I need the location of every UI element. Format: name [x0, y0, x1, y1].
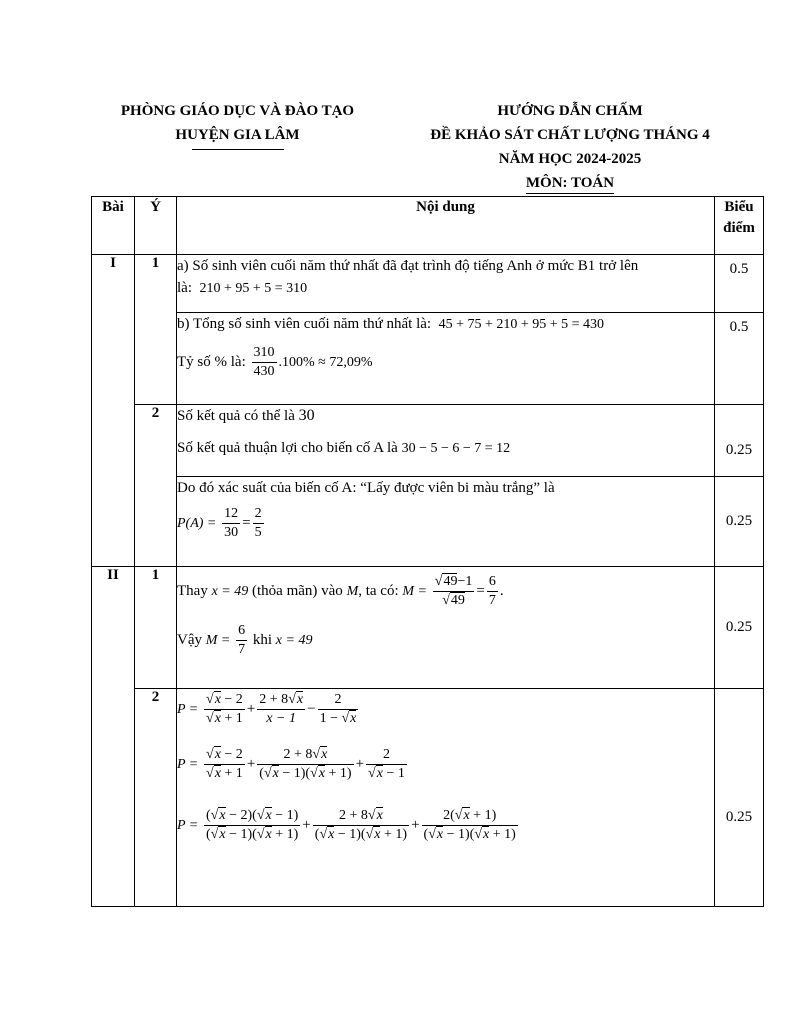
y-1: 1	[135, 255, 177, 405]
table-header-row	[92, 197, 764, 255]
y-2: 2	[135, 689, 177, 907]
bai-I: I	[92, 255, 135, 567]
points: 0.25	[715, 477, 764, 567]
table-row	[92, 567, 764, 689]
content-1a: a) Số sinh viên cuối năm thứ nhất đã đạt trình độ tiếng Anh ở mức B1 trở lên là: 210 + 95 + 5 = 310	[177, 255, 715, 313]
header-bai: Bài	[92, 197, 135, 255]
y-2: 2	[135, 405, 177, 567]
y-1: 1	[135, 567, 177, 689]
department-name: PHÒNG GIÁO DỤC VÀ ĐÀO TẠO	[120, 103, 355, 119]
header-bieu-diem: Biểu điểm	[715, 197, 764, 255]
content-2a: Số kết quả có thể là 30 Số kết quả thuận lợi cho biến cố A là 30 − 5 − 6 − 7 = 12	[177, 405, 715, 477]
points: 0.25	[715, 567, 764, 689]
points: 0.5	[715, 255, 764, 313]
content-II-1: Thay x = 49 (thỏa mãn) vào M, ta có: M = $\frac{√49-1}{√49}$ = $\frac{6}{7}$ . Vậy M = $\frac{6}{7}$ khi x = 49	[177, 567, 715, 689]
header-left	[100, 99, 375, 150]
district-name: HUYỆN GIA LÂM	[175, 127, 300, 143]
grading-table	[91, 196, 764, 907]
header-y: Ý	[135, 197, 177, 255]
table-row	[92, 689, 764, 907]
table-row	[92, 477, 764, 567]
equation-line-2: P = $\frac{√x - 2}{√x + 1}$ + $\frac{2 + 8√x}{(√x - 1)(√x + 1)}$ + $\frac{2}{√x - 1}$	[177, 747, 405, 781]
points: 0.5	[715, 313, 764, 405]
content-1b: b) Tổng số sinh viên cuối năm thứ nhất là: 45 + 75 + 210 + 95 + 5 = 430 Tỷ số % là: $\frac{310}{430}$ .100% ≈ 72,09%	[177, 313, 715, 405]
content-2b: Do đó xác suất của biến cố A: “Lấy được viên bi màu trắng” là P(A) = $\frac{12}{30}$ = $\frac{2}{5}$	[177, 477, 715, 567]
fraction: $\frac{310}{430}$	[253, 345, 275, 379]
table-row	[92, 313, 764, 405]
exam-title: ĐỀ KHẢO SÁT CHẤT LƯỢNG THÁNG 4	[430, 127, 710, 143]
equation-line-3: P = $\frac{(√x - 2)(√x - 1)}{(√x - 1)(√x + 1)}$ + $\frac{2 + 8√x}{(√x - 1)(√x + 1)}$ + $\frac{2(√x + 1)}{(√x - 1)(√x + 1)}$	[177, 808, 516, 842]
bai-II: II	[92, 567, 135, 907]
header-noi-dung: Nội dung	[177, 197, 715, 255]
content-II-2	[177, 689, 715, 907]
points: 0.25	[715, 405, 764, 477]
equation-line-1: P = $\frac{√x - 2}{√x + 1}$ + $\frac{2 + 8√x}{x - 1}$ − $\frac{2}{1 - √x}$	[177, 692, 357, 726]
expr-1a: 210 + 95 + 5 = 310	[199, 281, 308, 296]
table-row	[92, 255, 764, 313]
subject: MÔN: TOÁN	[526, 173, 614, 194]
header-right	[405, 99, 735, 195]
doc-type: HƯỚNG DẪN CHẤM	[497, 103, 643, 119]
school-year: NĂM HỌC 2024-2025	[498, 151, 642, 167]
points: 0.25	[715, 689, 764, 907]
header-underline	[192, 149, 284, 150]
table-row	[92, 405, 764, 477]
